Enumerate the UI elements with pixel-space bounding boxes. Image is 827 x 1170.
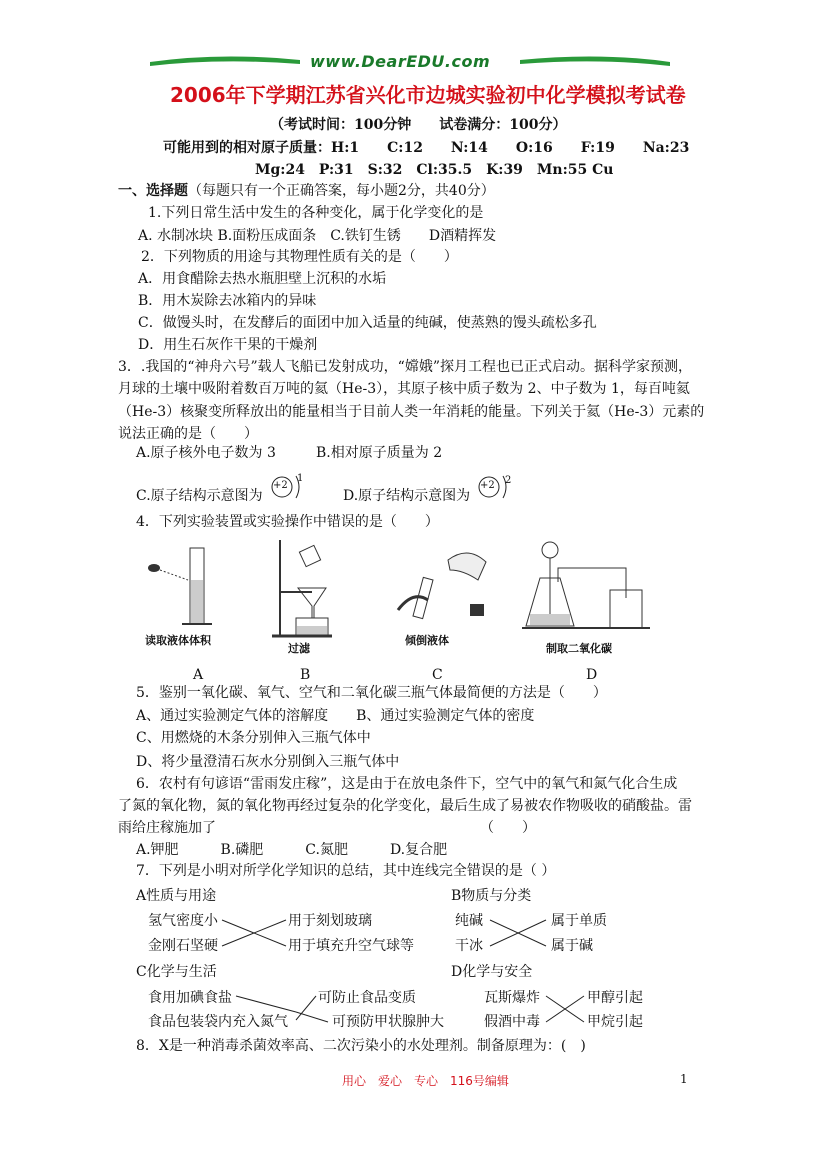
q3-line-3: （He-3）核聚变所释放出的能量相当于目前人类一年消耗的能量。下列关于氦（He-3）元素的	[118, 404, 705, 420]
atom-d-shell: 2	[505, 475, 512, 486]
q7-stem: 7．下列是小明对所学化学知识的总结，其中连线完全错误的是（ ）	[136, 863, 556, 879]
q7-c-left-2: 食品包装袋内充入氮气	[148, 1014, 288, 1030]
atomic-mass-line-2: Mg:24 P:31 S:32 Cl:35.5 K:39 Mn:55 Cu	[255, 162, 614, 178]
q7-d-left-2: 假酒中毒	[484, 1014, 540, 1030]
q2-option-c: C．做馒头时，在发酵后的面团中加入适量的纯碱，使蒸熟的馒头疏松多孔	[138, 315, 597, 331]
label-d: D	[586, 667, 598, 683]
q7-c-heading: C化学与生活	[136, 964, 217, 980]
q7-c-right-1: 可防止食品变质	[318, 990, 416, 1006]
q1-stem: 1.下列日常生活中发生的各种变化，属于化学变化的是	[148, 205, 484, 221]
q5-option-c: C、用燃烧的木条分别伸入三瓶气体中	[136, 730, 371, 746]
footer-text: 用心 爱心 专心 116号编辑	[342, 1074, 509, 1088]
q6-answer-blank: （ ）	[480, 820, 536, 836]
caption-b: 过滤	[288, 642, 310, 655]
q6-line-2: 了氮的氧化物，氮的氧化物再经过复杂的化学变化，最后生成了易被农作物吸收的硝酸盐。雷	[118, 798, 692, 814]
atom-c-shell: 1	[297, 473, 304, 484]
q7-c-right-2: 可预防甲状腺肿大	[332, 1014, 444, 1030]
q2-option-b: B．用木炭除去冰箱内的异味	[138, 293, 317, 309]
page-number: 1	[680, 1072, 688, 1086]
q6-options: A.钾肥 B.磷肥 C.氮肥 D.复合肥	[136, 842, 448, 858]
q7-d-left-1: 瓦斯爆炸	[484, 990, 540, 1006]
label-a: A	[193, 667, 204, 683]
q7-d-right-2: 甲烷引起	[587, 1014, 643, 1030]
q5-option-d: D、将少量澄清石灰水分别倒入三瓶气体中	[136, 754, 400, 770]
q2-stem: 2．下列物质的用途与其物理性质有关的是（ ）	[141, 249, 458, 265]
q7-a-left-1: 氢气密度小	[148, 913, 218, 929]
q3-option-d: D.原子结构示意图为	[343, 488, 471, 504]
q2-option-a: A．用食醋除去热水瓶胆壁上沉积的水垢	[138, 271, 387, 287]
q6-line-3: 雨给庄稼施加了	[118, 820, 216, 836]
q7-d-right-1: 甲醇引起	[587, 990, 643, 1006]
atomic-mass-line-1: 可能用到的相对原子质量：H:1 C:12 N:14 O:16 F:19 Na:23	[163, 140, 690, 156]
q8-stem: 8．X是一种消毒杀菌效率高、二次污染小的水处理剂。制备原理为：( )	[136, 1038, 586, 1054]
exam-title: 2006年下学期江苏省兴化市边城实验初中化学模拟考试卷	[170, 83, 686, 107]
section-title: 一、选择题	[118, 183, 188, 199]
q2-option-d: D．用生石灰作干果的干燥剂	[138, 337, 318, 353]
q6-line-1: 6．农村有句谚语“雷雨发庄稼”，这是由于在放电条件下，空气中的氧气和氮气化合生成	[136, 776, 678, 792]
label-b: B	[300, 667, 311, 683]
q3-line-4: 说法正确的是（ ）	[118, 426, 258, 442]
q3-option-c: C.原子结构示意图为	[136, 488, 263, 504]
q7-a-right-2: 用于填充升空气球等	[288, 938, 414, 954]
q7-b-right-2: 属于碱	[551, 938, 593, 954]
site-url: www.DearEDU.com	[310, 52, 491, 71]
caption-c: 倾倒液体	[405, 634, 449, 647]
caption-d: 制取二氧化碳	[546, 642, 612, 655]
q3-option-a: A.原子核外电子数为 3	[136, 445, 276, 461]
q1-options: A. 水制冰块 B.面粉压成面条 C.铁钉生锈 D酒精挥发	[138, 228, 497, 244]
q7-d-cross-lines	[546, 994, 586, 1024]
q7-b-cross-lines	[490, 918, 550, 948]
q3-option-b: B.相对原子质量为 2	[316, 445, 443, 461]
q7-d-heading: D化学与安全	[451, 964, 533, 980]
q7-b-heading: B物质与分类	[451, 888, 532, 904]
exam-info: （考试时间：100分钟 试卷满分：100分）	[270, 117, 567, 133]
label-c: C	[432, 667, 443, 683]
q7-c-cross-lines	[236, 994, 326, 1024]
q3-line-1: 3．.我国的“神舟六号”载人飞船已发射成功，“嫦娥”探月工程也已正式启动。据科学家预测，	[118, 359, 692, 375]
q7-b-left-2: 干冰	[455, 938, 483, 954]
q7-b-right-1: 属于单质	[551, 913, 607, 929]
q7-c-left-1: 食用加碘食盐	[148, 990, 232, 1006]
section-note: （每题只有一个正确答案，每小题2分，共40分）	[188, 183, 495, 199]
q7-a-right-1: 用于刻划玻璃	[288, 913, 372, 929]
atom-d-nucleus: +2	[480, 480, 495, 491]
caption-a: 读取液体体积	[145, 634, 211, 647]
apparatus-b-filtration	[272, 540, 342, 640]
section-heading	[118, 182, 495, 200]
atom-c-nucleus: +2	[273, 480, 288, 491]
q3-line-2: 月球的土壤中吸附着数百万吨的氦（He-3），其原子核中质子数为 2、中子数为 1，每百吨氦	[118, 381, 690, 397]
q7-a-left-2: 金刚石坚硬	[148, 938, 218, 954]
apparatus-d-co2	[522, 538, 652, 638]
q5-stem: 5．鉴别一氧化碳、氧气、空气和二氧化碳三瓶气体最简便的方法是（ ）	[136, 685, 607, 701]
q7-a-cross-lines	[222, 918, 292, 948]
q7-a-heading: A性质与用途	[136, 888, 217, 904]
q4-stem: 4．下列实验装置或实验操作中错误的是（ ）	[136, 514, 439, 530]
apparatus-c-pouring	[388, 540, 498, 630]
apparatus-a-graduated-cylinder	[140, 540, 220, 630]
q5-option-ab: A、通过实验测定气体的溶解度 B、通过实验测定气体的密度	[136, 708, 535, 724]
q7-b-left-1: 纯碱	[455, 913, 483, 929]
